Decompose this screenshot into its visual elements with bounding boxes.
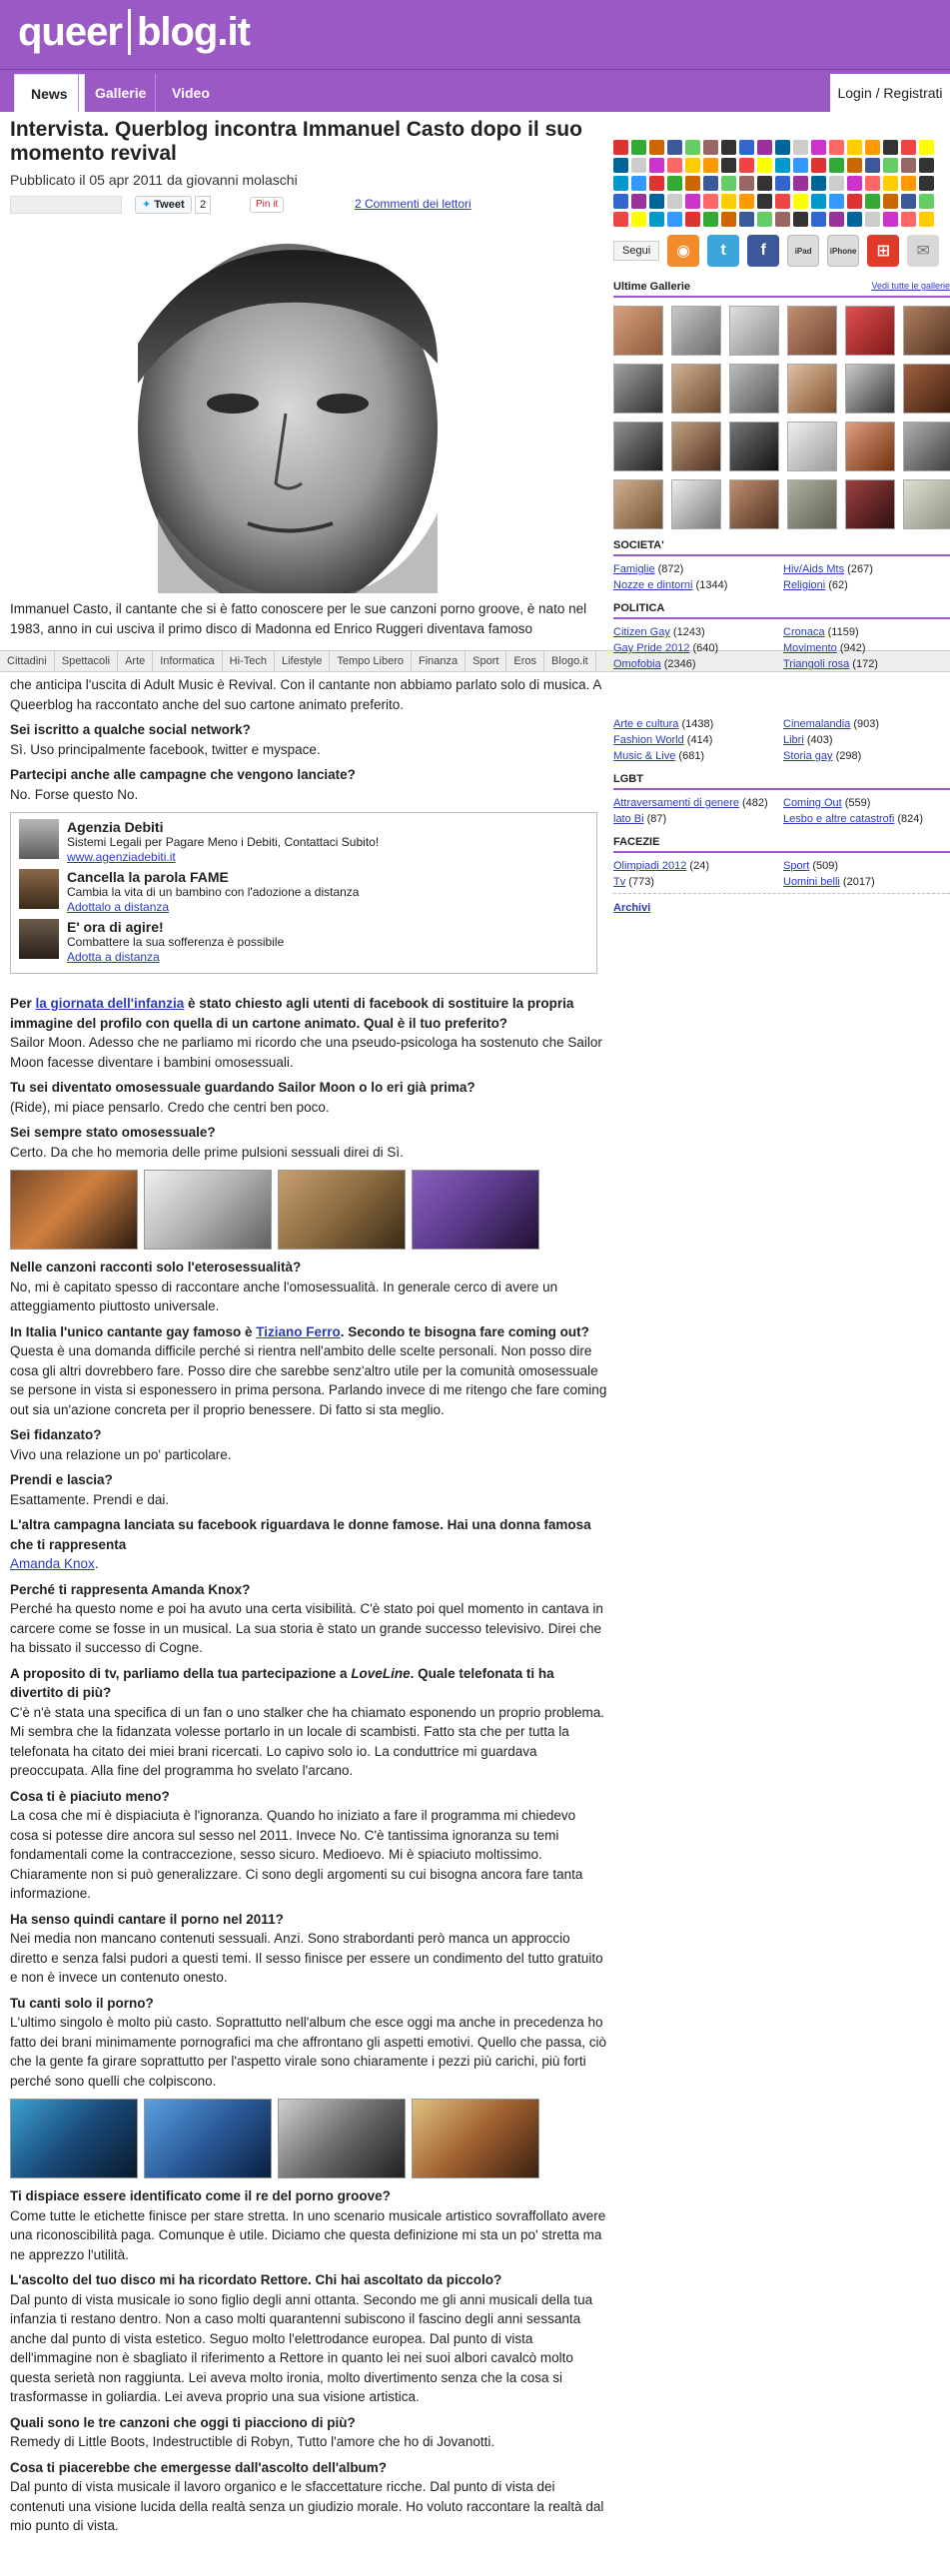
share-service-icon[interactable] [883, 212, 898, 227]
section-header: FACEZIE [613, 836, 950, 853]
logo-right: blog.it [136, 9, 250, 54]
gallery-thumbnail[interactable] [729, 479, 779, 529]
share-service-icon[interactable] [721, 176, 736, 191]
share-service-icon[interactable] [847, 140, 862, 155]
section-link[interactable]: Arte e cultura (1438) [613, 718, 714, 730]
gallery-thumbnail[interactable] [787, 422, 837, 471]
login-button[interactable]: Login / Registrati [830, 74, 950, 112]
share-service-icon[interactable] [739, 212, 754, 227]
ad-link[interactable]: Adotta a distanza [67, 950, 160, 964]
share-service-icon[interactable] [847, 176, 862, 191]
cat-sport[interactable]: Sport [466, 651, 506, 671]
answer: (Ride), mi piace pensarlo. Credo che centri ben poco. [10, 1099, 330, 1115]
answer: Nei media non mancano contenuti sessuali. Anzi. Sono strabordanti però manca un approccio diretto e senza falsi pudori a questi temi. Il sesso finisce per essere un condimento del tutto gratuito e non è invece un contenuto onesto. [10, 1931, 603, 1985]
gallery-thumbnail[interactable] [729, 306, 779, 356]
question: Ha senso quindi cantare il porno nel 2011? [10, 1911, 284, 1927]
share-service-icon[interactable] [721, 194, 736, 209]
twitter-icon: ✦ [142, 199, 152, 211]
section-link[interactable]: Cinemalandia (903) [783, 718, 880, 730]
gallery-thumbnail[interactable] [671, 364, 721, 414]
question: Nelle canzoni racconti solo l'eterosessualità? [10, 1260, 302, 1275]
answer: Sailor Moon. Adesso che ne parliamo mi ricordo che una pseudo-psicologa ha sostenuto che Sailor Moon facesse diventare i bambini omosessuali. [10, 1035, 602, 1070]
gallery-thumbnail[interactable] [729, 364, 779, 414]
share-service-icon[interactable] [901, 140, 916, 155]
share-service-icon[interactable] [631, 194, 646, 209]
article [10, 118, 607, 638]
share-service-icon[interactable] [919, 212, 934, 227]
share-icon-row [613, 140, 950, 155]
sponsored-ads-box [10, 812, 597, 974]
hero-portrait-image [18, 224, 532, 593]
share-service-icon[interactable] [847, 194, 862, 209]
section-link[interactable]: Nozze e dintorni (1344) [613, 579, 728, 591]
answer: La cosa che mi è dispiaciuta è l'ignoranza. Quando ho iniziato a fare il programma mi chiedevo cosa si potesse dire ancora sul sesso nel 2011. Invece No. C'è tantissima ignoranza su temi fondamentali come la contraccezione, sesso sicuro. Medioevo. Mi è spiaciuto moltissimo. Chiaramente non si può generalizzare. Ci sono degli argomenti su cui bisogna ancora fare tanta informazione. [10, 1808, 583, 1901]
gallery-thumbnail[interactable] [903, 364, 950, 414]
share-service-icon[interactable] [793, 140, 808, 155]
cat-lifestyle[interactable]: Lifestyle [275, 651, 330, 671]
share-service-icon[interactable] [811, 140, 826, 155]
question: A proposito di tv, parliamo della tua partecipazione a LoveLine. Quale telefonata ti ha divertito di più? [10, 1665, 554, 1700]
follow-bar [613, 235, 950, 267]
share-service-icon[interactable] [631, 140, 646, 155]
question: Cosa ti è piaciuto meno? [10, 1788, 170, 1804]
share-service-icon[interactable] [847, 158, 862, 173]
gallery-header [613, 281, 950, 298]
question: Sei fidanzato? [10, 1427, 102, 1442]
ad-desc: Sistemi Legali per Pagare Meno i Debiti, Contattaci Subito! [67, 835, 380, 849]
share-service-icon[interactable] [901, 176, 916, 191]
question: Prendi e lascia? [10, 1472, 113, 1487]
amanda-knox-link[interactable]: Amanda Knox [10, 1556, 95, 1571]
site-header [0, 0, 950, 70]
gallery-thumbnail[interactable] [845, 422, 895, 471]
gallery-thumbnail[interactable] [903, 479, 950, 529]
gallery-thumbnail[interactable] [903, 422, 950, 471]
share-service-icon[interactable] [865, 140, 880, 155]
share-service-icon[interactable] [829, 212, 844, 227]
cat-arte[interactable]: Arte [118, 651, 153, 671]
photo-1[interactable] [10, 1170, 138, 1250]
share-service-icon[interactable] [775, 140, 790, 155]
email-icon[interactable]: ✉ [907, 235, 939, 267]
share-service-icon[interactable] [775, 176, 790, 191]
all-galleries-link[interactable]: Vedi tutte le gallerie [871, 281, 950, 291]
archive-link[interactable]: Archivi [613, 902, 651, 914]
question: In Italia l'unico cantante gay famoso è Tiziano Ferro. Secondo te bisogna fare coming out? [10, 1323, 589, 1339]
gallery-thumbnail[interactable] [845, 479, 895, 529]
ad-item[interactable] [19, 869, 588, 914]
article-body [10, 675, 607, 2536]
share-service-icon[interactable] [811, 212, 826, 227]
share-service-icon[interactable] [667, 140, 682, 155]
photo-2[interactable] [144, 1170, 272, 1250]
iphone-icon[interactable]: iPhone [827, 235, 859, 267]
answer: Amanda Knox. [10, 1556, 99, 1571]
gallery-thumbnail[interactable] [787, 306, 837, 356]
category-sections [613, 539, 950, 889]
share-service-icon[interactable] [739, 158, 754, 173]
share-service-icon[interactable] [793, 176, 808, 191]
section-links [613, 859, 950, 889]
section-link[interactable]: Gay Pride 2012 (640) [613, 642, 719, 654]
intro-paragraph: Immanuel Casto, il cantante che si è fatto conoscere per le sue canzoni porno groove, è nato nel 1983, anno in cui usciva il primo disco di Madonna ed Enrico Ruggeri diventava famoso [10, 601, 587, 636]
share-service-icon[interactable] [739, 194, 754, 209]
windows-icon[interactable]: ⊞ [867, 235, 899, 267]
ad-thumbnail [19, 819, 59, 859]
ad-title: Cancella la parola FAME [67, 869, 229, 885]
share-service-icon[interactable] [703, 158, 718, 173]
section-header: SOCIETA' [613, 539, 950, 556]
tweet-label: Tweet [154, 199, 185, 211]
sidebar [613, 140, 950, 914]
share-service-icon[interactable] [829, 140, 844, 155]
tab-gallerie[interactable]: Gallerie [78, 74, 162, 112]
share-icon-row [613, 212, 950, 227]
cat-spettacoli[interactable]: Spettacoli [55, 651, 118, 671]
answer: Dal punto di vista musicale il lavoro organico e le sfaccettature ricche. Dal punto di vista dei contenuti una visione lucida della realtà senza un giudizio morale. Ho voluto raccontare la realtà dal mio punto di vista. [10, 2479, 604, 2533]
comments-link[interactable]: 2 Commenti dei lettori [355, 197, 472, 211]
share-icon-row [613, 194, 950, 209]
section-link[interactable]: Hiv/Aids Mts (267) [783, 563, 873, 575]
cat-finanza[interactable]: Finanza [412, 651, 466, 671]
tweet-count: 2 [195, 196, 211, 214]
share-service-icon[interactable] [739, 140, 754, 155]
share-service-icon[interactable] [883, 194, 898, 209]
share-service-icon[interactable] [883, 140, 898, 155]
answer: No. Forse questo No. [10, 786, 139, 802]
question: Sei sempre stato omosessuale? [10, 1125, 216, 1140]
share-service-icon[interactable] [829, 158, 844, 173]
answer: Sì. Uso principalmente facebook, twitter e myspace. [10, 741, 321, 757]
gallery-grid [613, 306, 950, 529]
section-link[interactable]: Libri (403) [783, 734, 833, 746]
share-service-icon[interactable] [631, 158, 646, 173]
cat-blogo[interactable]: Blogo.it [544, 651, 596, 671]
section-link[interactable]: Music & Live (681) [613, 750, 705, 762]
section-link[interactable]: Movimento (942) [783, 642, 866, 654]
cat-hitech[interactable]: Hi-Tech [223, 651, 275, 671]
share-service-icon[interactable] [649, 140, 664, 155]
share-service-icon[interactable] [703, 194, 718, 209]
gallery-thumbnail[interactable] [729, 422, 779, 471]
share-service-icon[interactable] [811, 176, 826, 191]
share-service-icon[interactable] [811, 158, 826, 173]
share-service-icon[interactable] [793, 158, 808, 173]
question: L'altra campagna lanciata su facebook riguardava le donne famose. Hai una donna famosa che ti rappresenta [10, 1517, 591, 1552]
share-service-icon[interactable] [829, 176, 844, 191]
ad-link[interactable]: Adottalo a distanza [67, 900, 170, 914]
share-service-icon[interactable] [775, 212, 790, 227]
gallery-thumbnail[interactable] [845, 306, 895, 356]
question: Ti dispiace essere identificato come il re del porno groove? [10, 2188, 391, 2203]
rss-icon[interactable]: ◉ [667, 235, 699, 267]
cat-informatica[interactable]: Informatica [153, 651, 222, 671]
section-link[interactable]: Omofobia (2346) [613, 658, 696, 670]
share-service-icon[interactable] [865, 158, 880, 173]
article-byline: Pubblicato il 05 apr 2011 da giovanni molaschi [10, 172, 298, 188]
gallery-thumbnail[interactable] [787, 479, 837, 529]
gallery-thumbnail[interactable] [613, 364, 663, 414]
share-service-icon[interactable] [919, 158, 934, 173]
section-header: POLITICA [613, 602, 950, 619]
section-link[interactable]: Religioni (62) [783, 579, 848, 591]
question: Tu sei diventato omosessuale guardando Sailor Moon o lo eri già prima? [10, 1080, 475, 1095]
gallery-thumbnail[interactable] [671, 422, 721, 471]
share-service-icon[interactable] [685, 176, 700, 191]
tweet-button[interactable] [135, 196, 192, 214]
share-service-icon[interactable] [757, 176, 772, 191]
ad-link[interactable]: www.agenziadebiti.it [67, 850, 176, 864]
share-service-icon[interactable] [919, 176, 934, 191]
share-service-icon[interactable] [721, 158, 736, 173]
photo-strip [10, 1170, 607, 1250]
section-link[interactable]: Cronaca (1159) [783, 626, 859, 638]
gallery-thumbnail[interactable] [613, 422, 663, 471]
share-service-icon[interactable] [613, 176, 628, 191]
share-service-icon[interactable] [649, 194, 664, 209]
photo-3[interactable] [278, 1170, 406, 1250]
section-link[interactable]: Coming Out (559) [783, 797, 871, 809]
gallery-thumbnail[interactable] [845, 364, 895, 414]
twitter-icon[interactable]: t [707, 235, 739, 267]
answer: Certo. Da che ho memoria delle prime pulsioni sessuali direi di Sì. [10, 1144, 404, 1160]
answer: No, mi è capitato spesso di raccontare anche l'omosessualità. In generale cerco di avere un atteggiamento piuttosto universale. [10, 1279, 558, 1313]
share-service-icon[interactable] [775, 158, 790, 173]
ad-item[interactable] [19, 919, 588, 964]
share-bar [10, 194, 607, 218]
share-service-icon[interactable] [613, 140, 628, 155]
ad-thumbnail [19, 869, 59, 909]
ad-title: E' ora di agire! [67, 919, 164, 935]
photo-6[interactable] [144, 2099, 272, 2178]
share-service-icon[interactable] [757, 158, 772, 173]
ad-item[interactable] [19, 819, 588, 864]
logo-left: queer [18, 9, 122, 54]
section-links [613, 625, 950, 671]
question: Per la giornata dell'infanzia è stato chiesto agli utenti di facebook di sostituire la propria immagine del profilo con quella di un cartone animato. Qual è il tuo preferito? [10, 996, 574, 1031]
answer: Esattamente. Prendi e dai. [10, 1491, 170, 1507]
gallery-thumbnail[interactable] [671, 479, 721, 529]
share-service-icon[interactable] [631, 176, 646, 191]
gallery-thumbnail[interactable] [613, 479, 663, 529]
share-icon-row [613, 158, 950, 173]
answer: Dal punto di vista musicale io sono figlio degli anni ottanta. Secondo me gli anni musicali della tua infanzia ti restano dentro. Non a caso molti quarantenni subiscono il fascino degli anni sessanta anche dal punto di vista estetico. Seguo molto l'elettrodance europea. Dal punto di vista dell'immagine non è sbagliato il riferimento a Rettore in quanto lei nei suoi albori cavalcò molto questa serietà non raggiunta. Lei aveva molto ironia, molto divertimento senza che la cosa si trasformasse in goliardia. Lei aveva proprio una sua visione artistica. [10, 2291, 593, 2404]
share-service-icon[interactable] [703, 212, 718, 227]
section-link[interactable]: Olimpiadi 2012 (24) [613, 860, 709, 872]
section-link[interactable]: Attraversamenti di genere (482) [613, 797, 768, 809]
site-logo[interactable] [18, 4, 250, 60]
section-links [613, 717, 950, 763]
share-service-icon[interactable] [901, 158, 916, 173]
share-service-icon[interactable] [703, 140, 718, 155]
article-title: Intervista. Querblog incontra Immanuel Casto dopo il suo momento revival [10, 118, 582, 165]
ad-desc: Combattere la sua sofferenza è possibile [67, 935, 285, 949]
share-service-icon[interactable] [757, 194, 772, 209]
share-service-icon[interactable] [919, 140, 934, 155]
answer: Questa è una domanda difficile perché si rientra nell'ambito delle scelte personali. Non posso dire cosa gli altri dovrebbero fare. Posso dire che sarebbe senz'altro utile per la comunità omosessuale se persone in vista si esponessero in prima persona. Parlando invece di me ritengo che fare coming out sia un'azione concreta per il proprio benessere. Di fatto si sta meglio. [10, 1343, 607, 1417]
section-link[interactable]: Storia gay (298) [783, 750, 862, 762]
share-service-icon[interactable] [721, 212, 736, 227]
facebook-like-button[interactable] [10, 196, 122, 214]
section-link[interactable]: Fashion World (414) [613, 734, 713, 746]
share-service-icon[interactable] [793, 194, 808, 209]
nav-bar [0, 70, 950, 112]
share-service-icon[interactable] [613, 194, 628, 209]
photo-strip [10, 2099, 607, 2178]
share-service-icon[interactable] [919, 194, 934, 209]
ad-title: Agenzia Debiti [67, 819, 164, 835]
share-service-icon[interactable] [847, 212, 862, 227]
ad-desc: Cambia la vita di un bambino con l'adozione a distanza [67, 885, 360, 899]
follow-label: Segui [613, 241, 659, 261]
section-link[interactable]: Triangoli rosa (172) [783, 658, 878, 670]
share-icons-grid [613, 140, 950, 227]
share-service-icon[interactable] [775, 194, 790, 209]
photo-8[interactable] [412, 2099, 539, 2178]
question: Sei iscritto a qualche social network? [10, 722, 251, 737]
share-service-icon[interactable] [811, 194, 826, 209]
answer: Vivo una relazione un po' particolare. [10, 1446, 232, 1462]
share-service-icon[interactable] [721, 140, 736, 155]
section-links [613, 562, 950, 592]
share-service-icon[interactable] [685, 158, 700, 173]
photo-5[interactable] [10, 2099, 138, 2178]
question: Tu canti solo il porno? [10, 1995, 154, 2011]
share-service-icon[interactable] [685, 212, 700, 227]
share-service-icon[interactable] [757, 212, 772, 227]
question: L'ascolto del tuo disco mi ha ricordato Rettore. Chi hai ascoltato da piccolo? [10, 2272, 502, 2287]
share-service-icon[interactable] [667, 158, 682, 173]
gallery-thumbnail[interactable] [787, 364, 837, 414]
gallery-thumbnail[interactable] [903, 306, 950, 356]
tab-news[interactable]: News [14, 74, 85, 112]
pinit-button[interactable]: Pin it [250, 197, 284, 213]
share-service-icon[interactable] [793, 212, 808, 227]
section-link[interactable]: Famiglie (872) [613, 563, 684, 575]
portrait-illustration [18, 224, 532, 593]
question: Quali sono le tre canzoni che oggi ti piacciono di più? [10, 2414, 356, 2430]
section-link[interactable]: Tv (773) [613, 876, 654, 888]
share-service-icon[interactable] [883, 158, 898, 173]
share-service-icon[interactable] [667, 212, 682, 227]
divider [613, 893, 950, 894]
share-service-icon[interactable] [865, 212, 880, 227]
share-service-icon[interactable] [901, 194, 916, 209]
share-service-icon[interactable] [613, 212, 628, 227]
answer: Perché ha questo nome e poi ha avuto una certa visibilità. C'è stato poi quel momento in cantava in carcere come se fosse in un musical. La sua storia è stato un grande successo televisivo. Direi che ha bissato il successo di Cogne. [10, 1601, 603, 1655]
question: Partecipi anche alle campagne che vengono lanciate? [10, 767, 356, 782]
ad-thumbnail [19, 919, 59, 959]
share-service-icon[interactable] [901, 212, 916, 227]
section-header: LGBT [613, 773, 950, 790]
tab-video[interactable]: Video [155, 74, 226, 112]
section-link[interactable]: lato Bi (87) [613, 813, 667, 825]
spacer [613, 671, 950, 711]
share-service-icon[interactable] [631, 212, 646, 227]
section-links [613, 796, 950, 826]
answer: C'è n'è stata una specifica di un fan o uno stalker che ha chiamato esponendo un proprio problema. Mi sembra che la fidanzata volesse portarlo in un locale di scambisti. Fatto sta che per tutta la telefonata ha citato dei miei brani ricercati. Lo capivo solo io. La conduttrice mi guardava preoccupata. Alla fine del programma ho svelato l'arcano. [10, 1704, 605, 1778]
share-service-icon[interactable] [649, 176, 664, 191]
share-service-icon[interactable] [685, 140, 700, 155]
share-service-icon[interactable] [667, 194, 682, 209]
share-icon-row [613, 176, 950, 191]
ipad-icon[interactable]: iPad [787, 235, 819, 267]
cat-cittadini[interactable]: Cittadini [0, 651, 55, 671]
photo-4[interactable] [412, 1170, 539, 1250]
share-service-icon[interactable] [883, 176, 898, 191]
question: Perché ti rappresenta Amanda Knox? [10, 1581, 251, 1597]
infanzia-link[interactable]: la giornata dell'infanzia [35, 996, 185, 1011]
share-service-icon[interactable] [649, 158, 664, 173]
share-service-icon[interactable] [739, 176, 754, 191]
cat-eros[interactable]: Eros [506, 651, 544, 671]
share-service-icon[interactable] [649, 212, 664, 227]
share-service-icon[interactable] [829, 194, 844, 209]
cat-tempo-libero[interactable]: Tempo Libero [330, 651, 412, 671]
section-link[interactable]: Lesbo e altre catastrofi (824) [783, 813, 924, 825]
share-service-icon[interactable] [667, 176, 682, 191]
share-service-icon[interactable] [865, 194, 880, 209]
gallery-thumbnail[interactable] [671, 306, 721, 356]
gallery-title: Ultime Gallerie [613, 281, 691, 293]
section-link[interactable]: Uomini belli (2017) [783, 876, 875, 888]
gallery-thumbnail[interactable] [613, 306, 663, 356]
photo-7[interactable] [278, 2099, 406, 2178]
question: Cosa ti piacerebbe che emergesse dall'ascolto dell'album? [10, 2459, 388, 2475]
share-service-icon[interactable] [865, 176, 880, 191]
share-service-icon[interactable] [703, 176, 718, 191]
answer: Remedy di Little Boots, Indestructible di Robyn, Tutto l'amore che ho di Jovanotti. [10, 2434, 495, 2449]
section-link[interactable]: Sport (509) [783, 860, 839, 872]
facebook-icon[interactable]: f [747, 235, 779, 267]
answer: Come tutte le etichette finisce per stare stretta. In uno scenario musicale artistico sovraffollato avere una riconoscibilità paga. Comunque è utile. Diciamo che questa definizione mi sta un po' stretta ma ne apprezzo l'utilità. [10, 2207, 606, 2262]
share-service-icon[interactable] [613, 158, 628, 173]
share-service-icon[interactable] [757, 140, 772, 155]
share-service-icon[interactable] [685, 194, 700, 209]
answer: L'ultimo singolo è molto più casto. Soprattutto nell'album che esce oggi ma anche in precedenza ho fatto dei brani minimamente pornografici ma che affrontano gli aspetti emotivi. Quello che passa, ciò che la gente fa girare soprattutto per l'aspetto virale sono chiaramente i pezzi più carichi, più forti perché sono quelli che colpiscono. [10, 2015, 607, 2089]
section-link[interactable]: Citizen Gay (1243) [613, 626, 705, 638]
intro-continued: che anticipa l'uscita di Adult Music è Revival. Con il cantante non abbiamo parlato solo di musica. A Queerblog ha raccontato anche del suo cartone animato preferito. [10, 677, 601, 712]
logo-separator [128, 9, 131, 55]
tiziano-ferro-link[interactable]: Tiziano Ferro [256, 1323, 341, 1339]
